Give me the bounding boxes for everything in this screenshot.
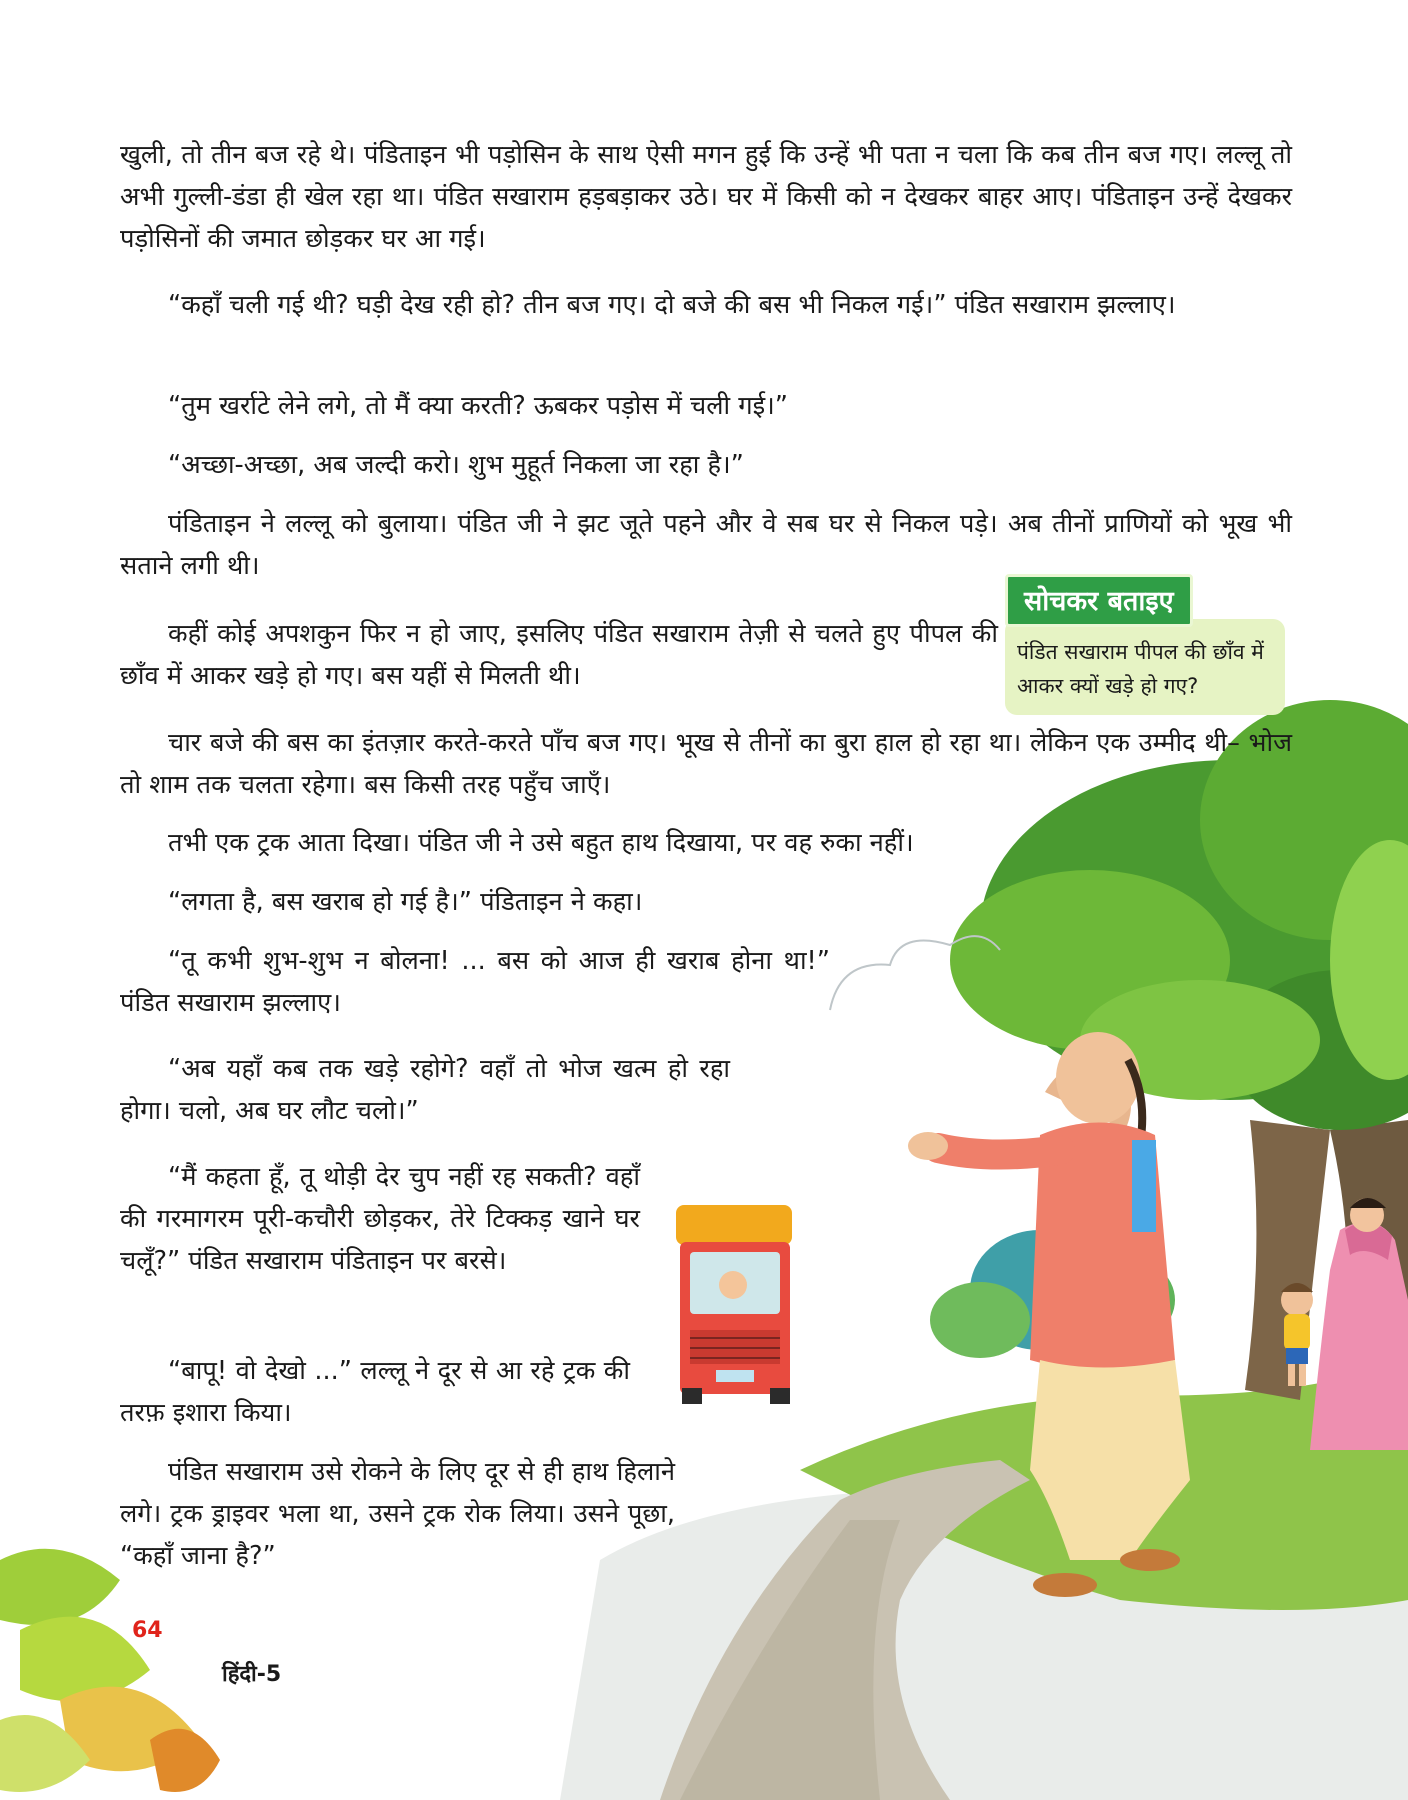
think-and-answer-box [1005,574,1285,715]
paragraph-dialogue-where: “कहाँ चली गई थी? घड़ी देख रही हो? तीन बज गए। दो बजे की बस भी निकल गई।” पंडित सखाराम झल्लाए। [168,290,1176,320]
paragraph-truck-stops: पंडित सखाराम उसे रोकने के लिए दूर से ही हाथ हिलाने लगे। ट्रक ड्राइवर भला था, उसने ट्रक रोक लिया। उसने पूछा, “कहाँ जाना है?” [120,1457,675,1571]
paragraph-dialogue-snoring: “तुम खर्राटे लेने लगे, तो मैं क्या करती? ऊबकर पड़ोस में चली गई।” [168,391,788,421]
paragraph-cant-be-quiet: “मैं कहता हूँ, तू थोड़ी देर चुप नहीं रह सकती? वहाँ की गरमागरम पूरी-कचौरी छोड़कर, तेरे टिक्कड़ खाने घर चलूँ?” पंडित सखाराम पंडिताइन पर बरसे। [120,1162,640,1276]
paragraph-waiting: चार बजे की बस का इंतज़ार करते-करते पाँच बज गए। भूख से तीनों का बुरा हाल हो रहा था। लेकिन एक उम्मीद थी– भोज तो शाम तक चलता रहेगा। बस किसी तरह पहुँच जाएँ। [120,728,1292,800]
paragraph-truck-passes: तभी एक ट्रक आता दिखा। पंडित जी ने उसे बहुत हाथ दिखाया, पर वह रुका नहीं। [168,828,914,858]
paragraph-dialogue-hurry: “अच्छा-अच्छा, अब जल्दी करो। शुभ मुहूर्त निकला जा रहा है।” [168,450,744,480]
paragraph-leaving-home: पंडिताइन ने लल्लू को बुलाया। पंडित जी ने झट जूते पहने और वे सब घर से निकल पड़े। अब तीनों प्राणियों को भूख भी सताने लगी थी। [120,509,1292,581]
paragraph-go-home: “अब यहाँ कब तक खड़े रहोगे? वहाँ तो भोज खत्म हो रहा होगा। चलो, अब घर लौट चलो।” [120,1054,730,1126]
paragraph-scolding: “तू कभी शुभ-शुभ न बोलना! ... बस को आज ही खराब होना था!” पंडित सखाराम झल्लाए। [120,946,830,1018]
page-number: 64 [132,1618,163,1643]
think-and-answer-heading: सोचकर बताइए [1005,574,1193,627]
think-and-answer-question: पंडित सखाराम पीपल की छाँव में आकर क्यों खड़े हो गए? [1005,619,1285,715]
paragraph-peepal-shade: कहीं कोई अपशकुन फिर न हो जाए, इसलिए पंडित सखाराम तेज़ी से चलते हुए पीपल की छाँव में आकर खड़े हो गए। बस यहीं से मिलती थी। [120,619,998,691]
paragraph-look-bapu: “बापू! वो देखो ...” लल्लू ने दूर से आ रहे ट्रक की तरफ़ इशारा किया। [120,1356,630,1428]
paragraph-bus-broken: “लगता है, बस खराब हो गई है।” पंडिताइन ने कहा। [168,887,643,917]
book-title: हिंदी-5 [222,1662,282,1687]
paragraph-opening: खुली, तो तीन बज रहे थे। पंडिताइन भी पड़ोसिन के साथ ऐसी मगन हुई कि उन्हें भी पता न चला कि कब तीन बज गए। लल्लू तो अभी गुल्ली-डंडा ही खेल रहा था। पंडित सखाराम हड़बड़ाकर उठे। घर में किसी को न देखकर बाहर आए। पंडिताइन उन्हें देखकर पड़ोसिनों की जमात छोड़कर घर आ गई। [120,140,1292,254]
